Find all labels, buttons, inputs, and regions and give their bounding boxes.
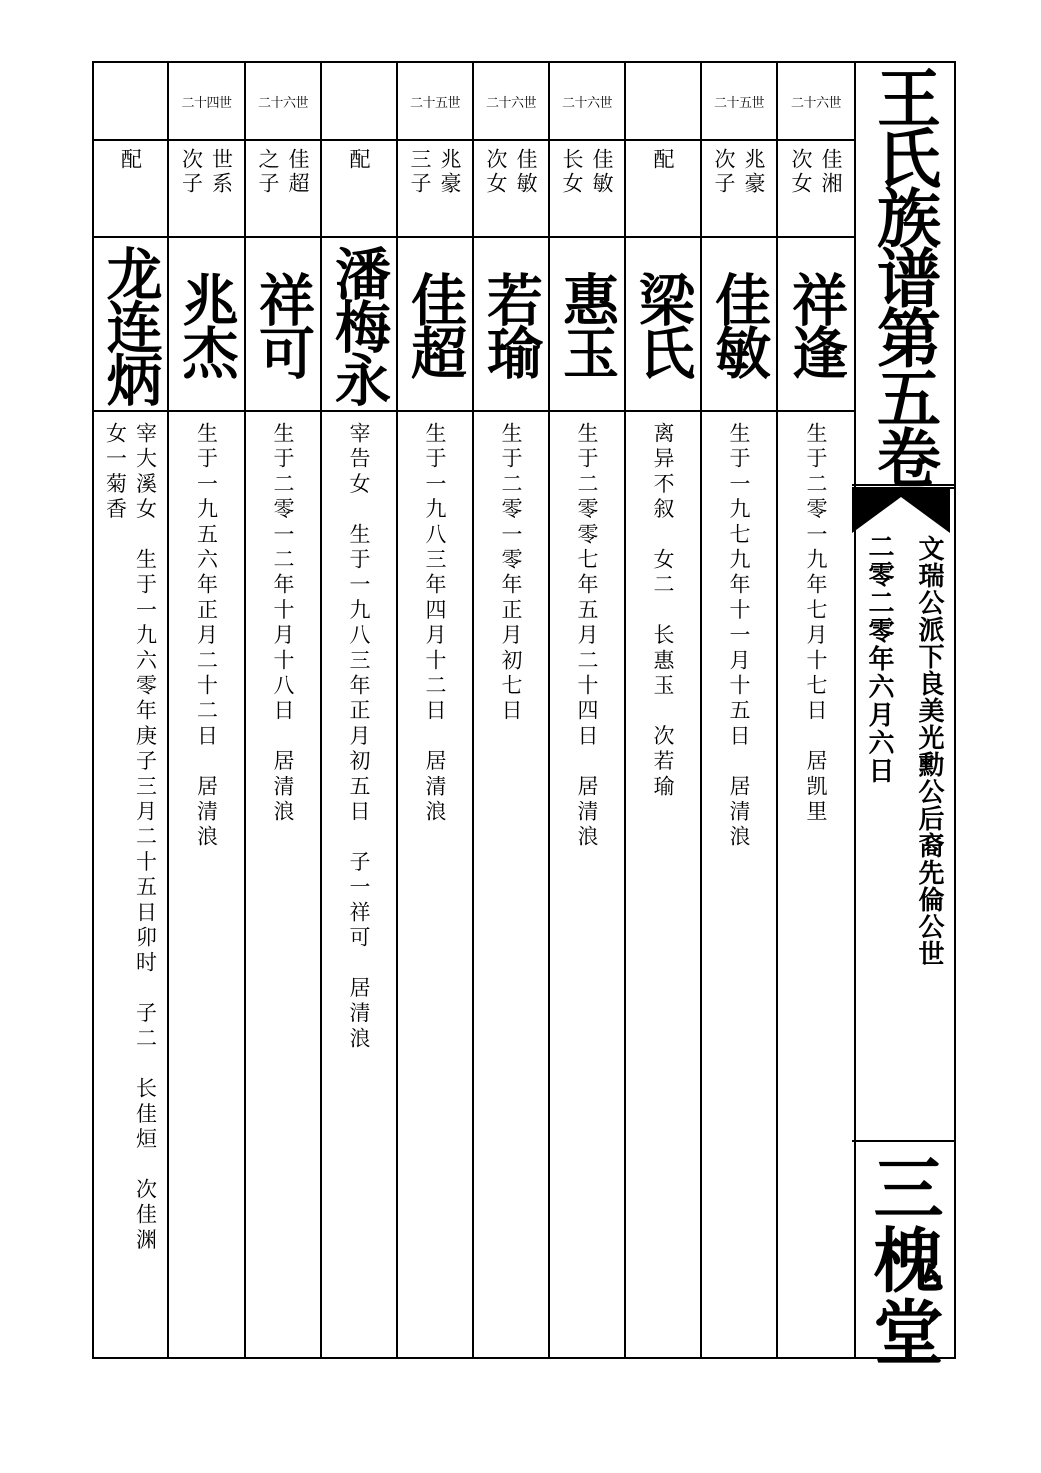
person-details: 生于二零一二年十月十八日 居清浪 (271, 422, 295, 826)
person-details: 离异不叙 女二 长惠玉 次若瑜 (651, 422, 675, 800)
name-cell (474, 238, 548, 412)
name-cell (246, 238, 320, 412)
relation-cell (778, 141, 854, 238)
name-cell (778, 238, 854, 412)
person-details: 生于一九五六年正月二十二日 居清浪 (194, 422, 219, 851)
relation-cell (169, 141, 244, 238)
relation-cell (246, 141, 320, 238)
entry-column (626, 63, 702, 1357)
entry-column (702, 63, 778, 1357)
genealogy-page-frame (92, 61, 956, 1368)
relation-label: 佳湘 次女 (789, 147, 843, 196)
person-details: 宰告女 生于一九八三年正月初五日 子一祥可 居清浪 (347, 422, 371, 1052)
person-details: 生于一九八三年四月十二日 居清浪 (423, 422, 447, 826)
person-details: 宰大溪女 生于一九六零年庚子三月二十五日卯时 子二 长佳烜 次佳渊 女一菊香 (103, 422, 158, 1254)
entry-column (398, 63, 474, 1357)
detail-cell (778, 412, 854, 1357)
lineage-subtitle: 文瑞公派下良美光勳公后裔先倫公世 (914, 535, 944, 967)
title-box (852, 63, 954, 486)
subtitle-box (852, 533, 954, 1133)
black-triangle-ornament (852, 489, 950, 533)
generation-label (322, 63, 396, 141)
person-name: 兆杰 (173, 271, 240, 377)
relation-cell (94, 141, 167, 238)
generation-label: 二十四世 (169, 63, 244, 141)
header-panel (852, 63, 954, 1368)
name-cell (398, 238, 472, 412)
name-cell (702, 238, 776, 412)
name-cell (550, 238, 624, 412)
page-title: 王氏族谱第五卷 (866, 65, 941, 485)
entry-column (169, 63, 246, 1357)
person-name: 祥可 (250, 271, 316, 377)
generation-label: 二十五世 (398, 63, 472, 141)
entry-column (550, 63, 626, 1357)
detail-cell (474, 412, 548, 1357)
detail-cell (626, 412, 700, 1357)
name-cell (169, 238, 244, 412)
detail-cell (169, 412, 244, 1357)
name-cell (626, 238, 700, 412)
person-details: 生于二零零七年五月二十四日 居清浪 (575, 422, 599, 851)
person-name: 佳敏 (706, 271, 772, 377)
relation-label: 配 (347, 147, 371, 172)
person-name: 惠玉 (554, 271, 620, 377)
generation-label (94, 63, 167, 141)
person-details: 生于二零一九年七月十七日 居凯里 (804, 422, 828, 826)
generation-label (626, 63, 700, 141)
entry-column (474, 63, 550, 1357)
person-details: 生于一九七九年十一月十五日 居清浪 (727, 422, 751, 851)
person-name: 龙连炳 (97, 244, 164, 404)
detail-cell (246, 412, 320, 1357)
hall-box (852, 1142, 954, 1368)
name-cell (94, 238, 167, 412)
generation-label: 二十六世 (246, 63, 320, 141)
person-name: 祥逢 (783, 271, 849, 377)
generation-label: 二十六世 (474, 63, 548, 141)
relation-cell (398, 141, 472, 238)
person-details: 生于二零一零年正月初七日 (499, 422, 523, 725)
relation-label: 配 (651, 147, 675, 172)
relation-cell (626, 141, 700, 238)
detail-cell (550, 412, 624, 1357)
relation-label: 佳敏 长女 (560, 147, 614, 196)
person-name: 若瑜 (478, 271, 544, 377)
detail-cell (398, 412, 472, 1357)
person-name: 佳超 (402, 271, 468, 377)
relation-cell (550, 141, 624, 238)
name-cell (322, 238, 396, 412)
generation-label: 二十六世 (550, 63, 624, 141)
detail-cell (94, 412, 167, 1357)
generation-label: 二十六世 (778, 63, 854, 141)
hall-name: 三槐堂 (862, 1152, 945, 1368)
relation-cell (322, 141, 396, 238)
entry-column (322, 63, 398, 1357)
compile-date: 二零二零年六月六日 (864, 533, 894, 785)
generation-label: 二十五世 (702, 63, 776, 141)
entry-column (94, 63, 169, 1357)
detail-cell (702, 412, 776, 1357)
relation-label: 佳敏 次女 (484, 147, 538, 196)
entry-column (246, 63, 322, 1357)
person-name: 梁氏 (630, 271, 696, 377)
relation-label: 世系 次子 (179, 147, 234, 196)
relation-cell (702, 141, 776, 238)
relation-label: 兆豪 次子 (712, 147, 766, 196)
relation-label: 佳超 之子 (256, 147, 310, 196)
relation-cell (474, 141, 548, 238)
relation-label: 兆豪 三子 (408, 147, 462, 196)
detail-cell (322, 412, 396, 1357)
entry-column (778, 63, 856, 1357)
relation-label: 配 (118, 147, 143, 172)
person-name: 潘梅永 (326, 244, 392, 404)
